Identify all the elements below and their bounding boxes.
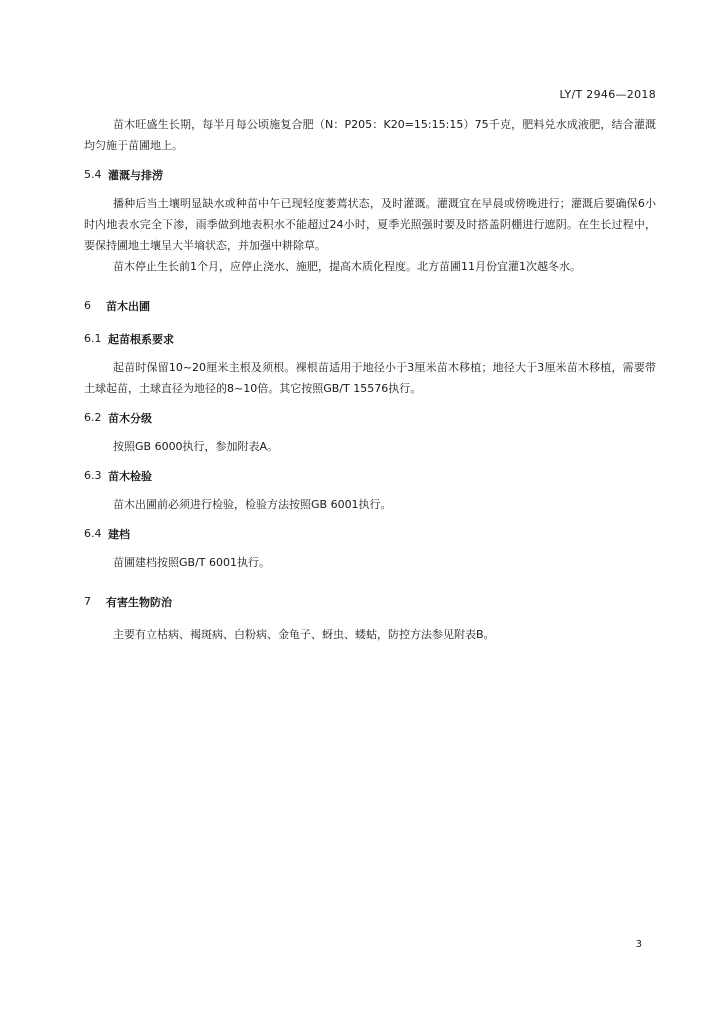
section-number: 5.4 — [84, 168, 102, 181]
paragraph-stop-growth: 苗木停止生长前1个月，应停止浇水、施肥，提高木质化程度。北方苗圃11月份宜灌1次越冬水。 — [113, 260, 581, 273]
section-5-4-heading — [84, 164, 656, 185]
section-title: 起苗根系要求 — [108, 332, 174, 346]
section-title: 有害生物防治 — [106, 595, 172, 609]
section-6-2-heading — [84, 407, 656, 428]
paragraph-grading: 按照GB 6000执行，参加附表A。 — [113, 440, 279, 453]
section-number: 6.4 — [84, 527, 102, 540]
section-6-4-heading — [84, 523, 656, 544]
section-6-1-heading — [84, 328, 656, 349]
section-number: 6.1 — [84, 332, 102, 345]
document-body — [84, 114, 656, 645]
section-number: 6.2 — [84, 411, 102, 424]
section-number: 7 — [84, 595, 91, 608]
section-number: 6.3 — [84, 469, 102, 482]
section-title: 苗木分级 — [108, 411, 152, 425]
section-title: 建档 — [108, 527, 130, 541]
paragraph-root-requirements: 起苗时保留10~20厘米主根及须根。裸根苗适用于地径小于3厘米苗木移植；地径大于3厘米苗木移植，需要带土球起苗，土球直径为地径的8~10倍。其它按照GB/T 15576执行。 — [84, 361, 656, 395]
page-number: 3 — [635, 939, 642, 950]
section-6-heading — [84, 295, 656, 316]
paragraph-pest-control: 主要有立枯病、褐斑病、白粉病、金龟子、蚜虫、蝼蛄，防控方法参见附表B。 — [113, 628, 495, 641]
paragraph-records: 苗圃建档按照GB/T 6001执行。 — [113, 556, 270, 569]
section-title: 灌溉与排涝 — [108, 168, 163, 182]
section-number: 6 — [84, 299, 91, 312]
section-6-3-heading — [84, 465, 656, 486]
standard-code: LY/T 2946—2018 — [559, 88, 656, 101]
section-title: 苗木出圃 — [106, 299, 150, 313]
paragraph-irrigation: 播种后当土壤明显缺水或种苗中午已现轻度萎蔫状态，及时灌溉。灌溉宜在早晨或傍晚进行；灌溉后要确保6小时内地表水完全下渗，雨季做到地表积水不能超过24小时，夏季光照强时要及时搭盖阴棚进行遮阴。在生长过程中，要保持圃地土壤呈大半墒状态，并加强中耕除草。 — [84, 197, 656, 252]
paragraph-inspection: 苗木出圃前必须进行检验，检验方法按照GB 6001执行。 — [113, 498, 392, 511]
section-7-heading — [84, 591, 656, 612]
section-title: 苗木检验 — [108, 469, 152, 483]
paragraph-fertilization: 苗木旺盛生长期，每半月每公顷施复合肥（N：P205：K20=15:15:15）75千克，肥料兑水成液肥，结合灌溉均匀施于苗圃地上。 — [84, 118, 656, 152]
